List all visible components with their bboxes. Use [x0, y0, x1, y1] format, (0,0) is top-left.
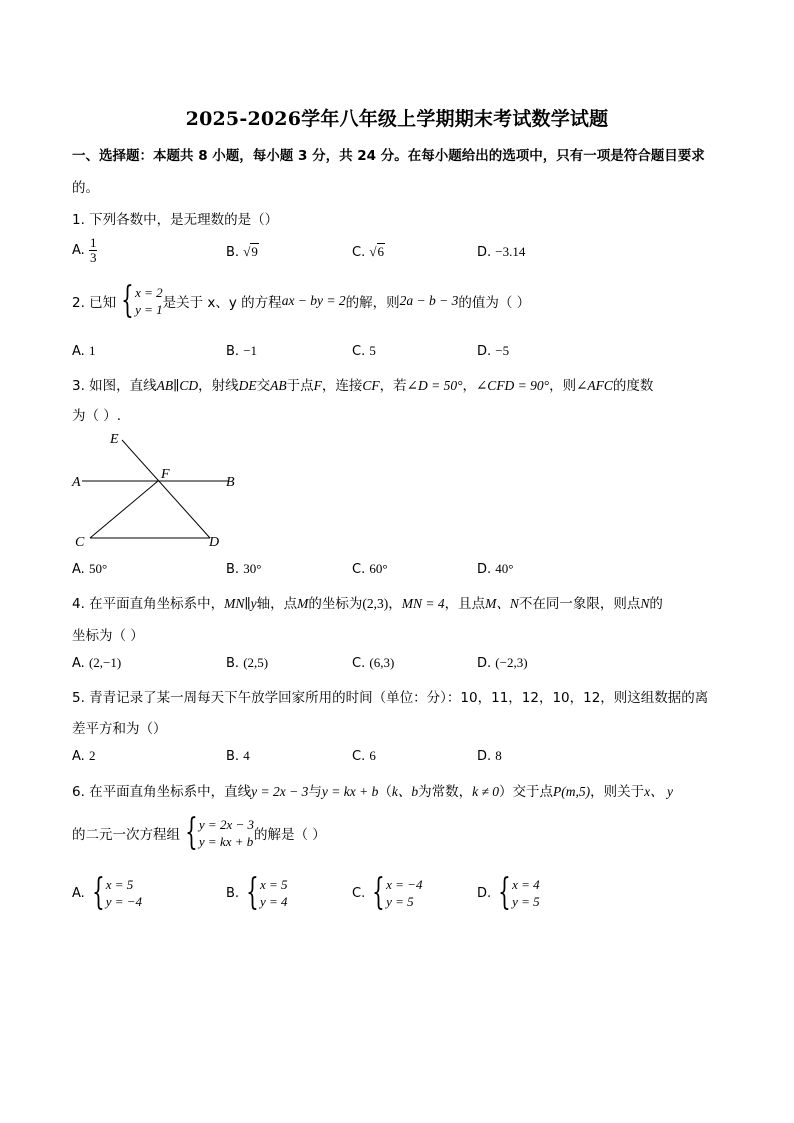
q3-option-c[interactable]: C. 60° — [352, 561, 388, 577]
question-5-stem-line2: 差平方和为（） — [72, 721, 167, 737]
q4-option-a[interactable]: A. (2,−1) — [72, 655, 122, 671]
ray-de — [122, 440, 210, 538]
segment-cf — [90, 481, 158, 538]
label-f: F — [161, 467, 170, 482]
option-label: A. — [72, 243, 85, 258]
q1-option-d[interactable]: D. −3.14 — [477, 244, 526, 260]
q2-option-b[interactable]: B. −1 — [226, 343, 258, 359]
geometry-figure — [70, 428, 250, 553]
q2-option-c[interactable]: C. 5 — [352, 343, 376, 359]
q6-option-d[interactable]: D. { x = 4 y = 5 — [477, 872, 540, 913]
section-instruction-line2: 的。 — [72, 180, 99, 196]
question-1-stem: 1. 下列各数中，是无理数的是（） — [72, 212, 279, 228]
question-6-stem-line1: 6. 在平面直角坐标系中，直线y = 2x − 3与y = kx + b（k、b为常数，k ≠ 0）交于点P(m,5)，则关于x、 y — [72, 784, 673, 800]
label-c: C — [75, 535, 85, 550]
equation-system: { y = 2x − 3 y = kx + b — [185, 812, 254, 853]
square-root: √6 — [369, 244, 384, 259]
q5-option-c[interactable]: C. 6 — [352, 748, 376, 764]
q5-option-d[interactable]: D. 8 — [477, 748, 502, 764]
page-title: 2025-2026学年八年级上学期期末考试数学试题 — [185, 108, 609, 130]
q4-option-c[interactable]: C. (6,3) — [352, 655, 395, 671]
q4-option-d[interactable]: D. (−2,3) — [477, 655, 528, 671]
q3-option-a[interactable]: A. 50° — [72, 561, 108, 577]
q6-option-b[interactable]: B. { x = 5 y = 4 — [226, 872, 288, 913]
question-4-stem-line1: 4. 在平面直角坐标系中，MN∥y轴，点M的坐标为(2,3)，MN = 4，且点M、N不在同一象限，则点N的 — [72, 596, 663, 612]
question-4-stem-line2: 坐标为（ ） — [72, 628, 144, 644]
question-2-stem: 2. 已知 { x = 2 y = 1 是关于 x、y 的方程 ax − by = 2 的解，则 2a − b − 3 的值为（ ） — [72, 280, 531, 321]
section-instruction — [72, 144, 705, 164]
question-3-stem-line2: 为（ ）. — [72, 408, 122, 424]
label-e: E — [110, 432, 119, 447]
q1-option-a[interactable] — [72, 236, 97, 265]
option-label: B. — [226, 245, 240, 260]
section-instruction-line1: 一、选择题：本题共 8 小题，每小题 3 分，共 24 分。在每小题给出的选项中，只有一项是符合题目要求 — [72, 148, 705, 164]
label-a: A — [72, 475, 81, 490]
q3-option-b[interactable]: B. 30° — [226, 561, 262, 577]
label-d: D — [209, 535, 220, 550]
q2-option-d[interactable]: D. −5 — [477, 343, 510, 359]
label-b: B — [226, 475, 235, 490]
question-3-stem-line1: 3. 如图，直线AB∥CD，射线DE交AB于点F，连接CF，若∠D = 50°，∠CFD = 90°，则∠AFC的度数 — [72, 378, 654, 394]
q5-option-b[interactable]: B. 4 — [226, 748, 250, 764]
fraction: $\frac{1}{3}$ — [89, 235, 97, 265]
square-root: √9 — [243, 244, 258, 259]
q3-option-d[interactable]: D. 40° — [477, 561, 514, 577]
option-label: D. — [477, 245, 492, 260]
q6-option-a[interactable]: A. { x = 5 y = −4 — [72, 872, 143, 913]
q4-option-b[interactable]: B. (2,5) — [226, 655, 269, 671]
q1-option-c[interactable] — [352, 244, 385, 260]
q6-option-c[interactable]: C. { x = −4 y = 5 — [352, 872, 423, 913]
q5-option-a[interactable]: A. 2 — [72, 748, 96, 764]
question-5-stem-line1: 5. 青青记录了某一周每天下午放学回家所用的时间（单位：分）：10，11，12，10，12，则这组数据的离 — [72, 690, 709, 706]
q2-option-a[interactable]: A. 1 — [72, 343, 96, 359]
option-label: C. — [352, 245, 366, 260]
equation-system: { x = 2 y = 1 — [121, 280, 163, 321]
q1-option-b[interactable] — [226, 244, 259, 260]
question-6-stem-line2: 的二元一次方程组 { y = 2x − 3 y = kx + b 的解是（ ） — [72, 812, 326, 853]
